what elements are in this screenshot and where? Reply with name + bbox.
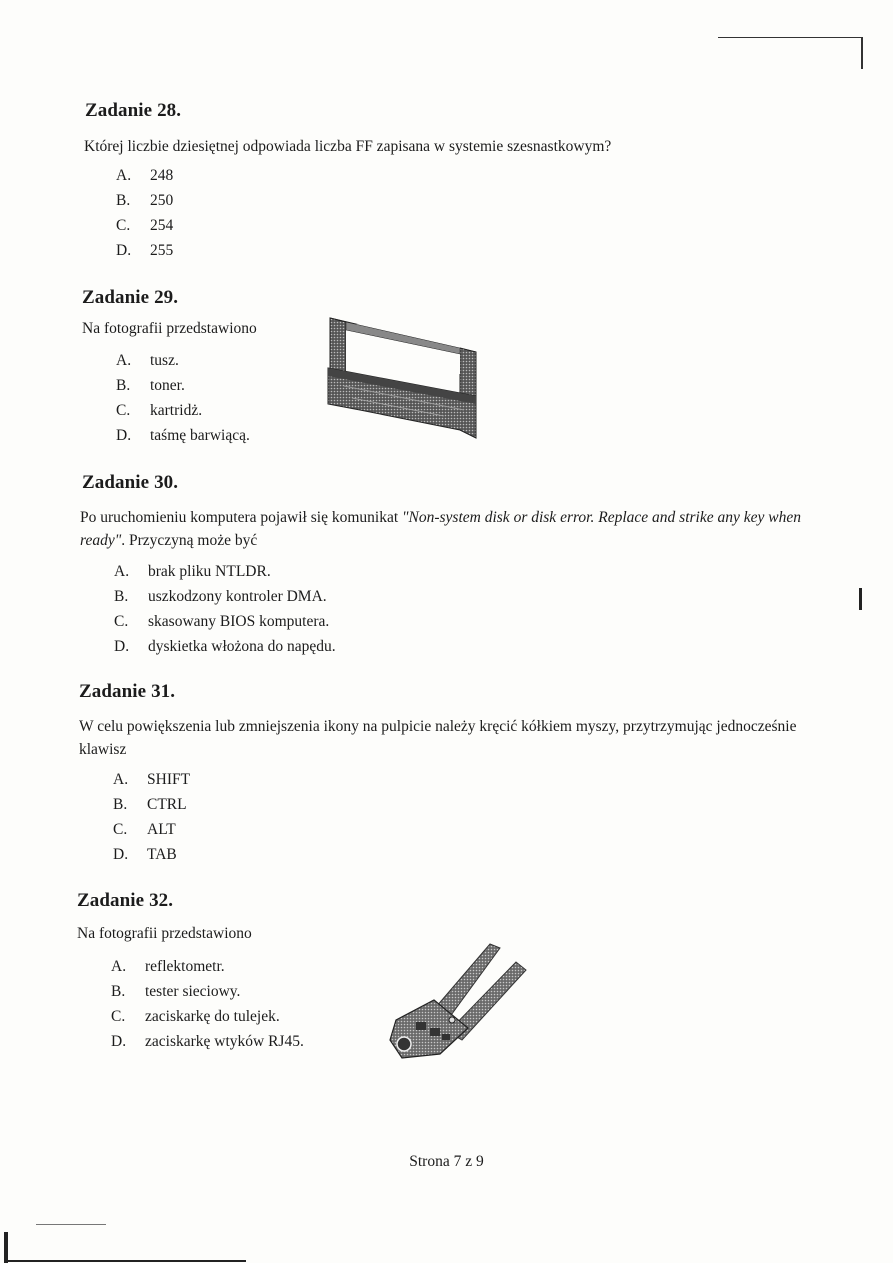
answer-list xyxy=(116,163,173,263)
answer-option: D. 255 xyxy=(116,242,174,259)
answer-option: A. 248 xyxy=(116,167,174,184)
ribbon-cartridge-photo xyxy=(324,312,480,440)
task-question: Na fotografii przedstawiono xyxy=(82,320,257,337)
answer-option: B. uszkodzony kontroler DMA. xyxy=(114,588,327,605)
scan-edge-mark xyxy=(4,1232,8,1263)
task-title: Zadanie 29. xyxy=(82,287,179,308)
answer-option: C. ALT xyxy=(113,821,176,838)
scan-edge-mark xyxy=(36,1224,106,1225)
answer-option: D. dyskietka włożona do napędu. xyxy=(114,638,336,655)
answer-list xyxy=(111,954,304,1054)
task-question: Której liczbie dziesiętnej odpowiada liczba FF zapisana w systemie szesnastkowym? xyxy=(84,138,612,155)
answer-list xyxy=(116,348,250,448)
answer-option: D. zaciskarkę wtyków RJ45. xyxy=(111,1033,304,1050)
task-title: Zadanie 31. xyxy=(79,681,176,702)
scan-edge-mark xyxy=(859,588,862,610)
answer-option: A. reflektometr. xyxy=(111,958,225,975)
answer-option: B. 250 xyxy=(116,192,174,209)
task-title: Zadanie 28. xyxy=(85,100,182,121)
scan-frame-line xyxy=(718,37,861,38)
answer-option: B. toner. xyxy=(116,377,185,394)
scan-frame-line xyxy=(861,37,863,69)
page-footer: Strona 7 z 9 xyxy=(409,1153,484,1170)
scan-edge-mark xyxy=(4,1260,246,1262)
answer-option: A. brak pliku NTLDR. xyxy=(114,563,271,580)
answer-option: B. tester sieciowy. xyxy=(111,983,241,1000)
answer-option: C. skasowany BIOS komputera. xyxy=(114,613,330,630)
answer-option: A. tusz. xyxy=(116,352,179,369)
answer-option: B. CTRL xyxy=(113,796,187,813)
task-question: Na fotografii przedstawiono xyxy=(77,925,252,942)
answer-option: D. TAB xyxy=(113,846,177,863)
answer-option: C. zaciskarkę do tulejek. xyxy=(111,1008,280,1025)
answer-option: D. taśmę barwiącą. xyxy=(116,427,250,444)
task-question: W celu powiększenia lub zmniejszenia ikony na pulpicie należy kręcić kółkiem myszy, przytrzymując jednocześnie klawisz xyxy=(79,718,797,758)
task-title: Zadanie 32. xyxy=(77,890,174,911)
task-title: Zadanie 30. xyxy=(82,472,179,493)
task-question: Po uruchomieniu komputera pojawił się komunikat "Non-system disk or disk error. Replace and strike any key when ready". Przyczyną może być xyxy=(80,509,801,549)
answer-option: C. kartridż. xyxy=(116,402,203,419)
answer-option: C. 254 xyxy=(116,217,174,234)
crimping-tool-photo xyxy=(382,936,532,1064)
answer-list xyxy=(113,767,190,867)
answer-option: A. SHIFT xyxy=(113,771,191,788)
answer-list xyxy=(114,559,336,659)
